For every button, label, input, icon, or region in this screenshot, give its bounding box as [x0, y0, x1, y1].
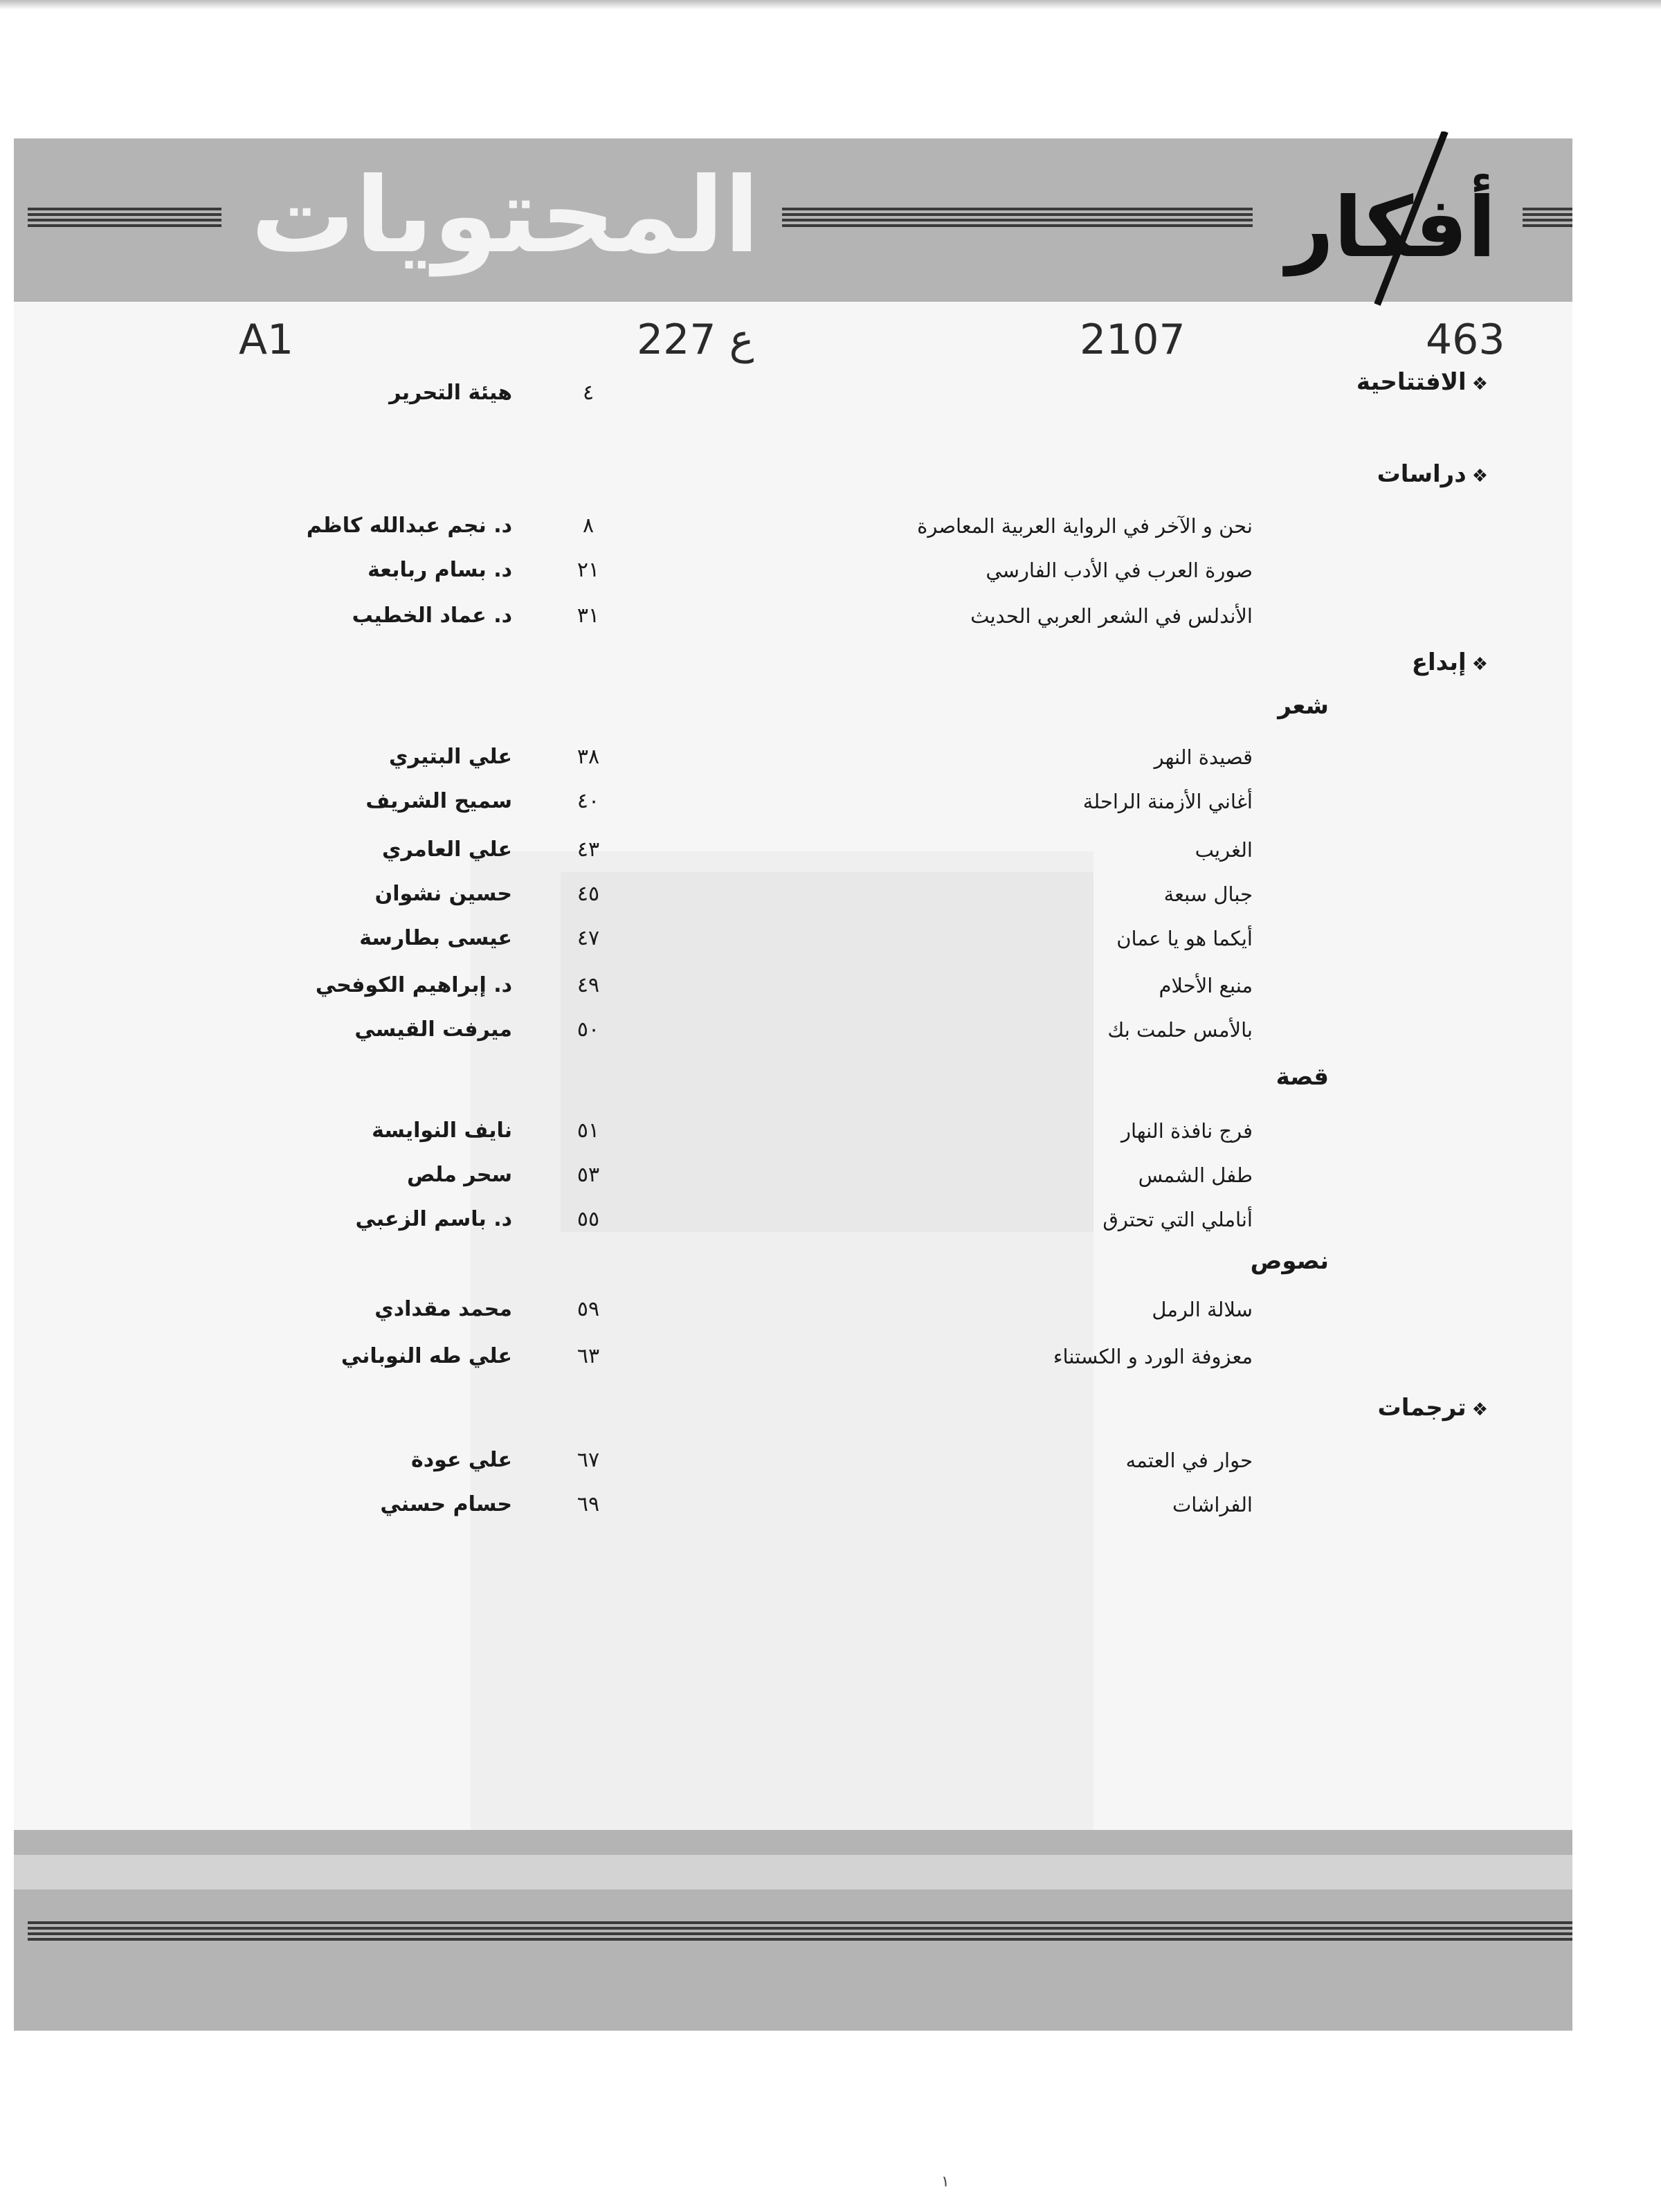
page-number: ٣١ [577, 604, 600, 628]
handwritten-note-c: 2107 [1080, 316, 1186, 364]
author-name: علي طه النوباني [341, 1344, 512, 1368]
author-name: د. بسام ربابعة [367, 558, 512, 582]
toc-entry [0, 505, 1661, 547]
toc-entry [0, 1484, 1661, 1525]
page-number: ٦٩ [577, 1492, 600, 1516]
entry-title: الأندلس في الشعر العربي الحديث [970, 604, 1253, 628]
toc-entry [0, 1154, 1661, 1196]
handwritten-note-a: A1 [239, 316, 294, 364]
entry-title: حوار في العتمه [1125, 1449, 1253, 1472]
entry-title: طفل الشمس [1138, 1163, 1253, 1187]
entry-title: معزوفة الورد و الكستناء [1053, 1345, 1253, 1368]
author-name: د. عماد الخطيب [352, 604, 512, 628]
footer-stripes [28, 1921, 1572, 1943]
entry-title: منبع الأحلام [1159, 974, 1253, 997]
author-name: محمد مقدادي [374, 1297, 512, 1321]
page-title: المحتويات [251, 156, 760, 276]
page-number: ٤٥ [577, 882, 600, 906]
author-name: علي العامري [381, 837, 512, 862]
toc-entry [0, 918, 1661, 959]
page-number: ٤٠ [577, 789, 600, 813]
entry-title: صورة العرب في الأدب الفارسي [986, 559, 1253, 582]
author-name: هيئة التحرير [389, 381, 512, 405]
page-number: ٢١ [577, 558, 600, 582]
subsection-heading: نصوص [1250, 1247, 1329, 1275]
page-number: ٤٧ [577, 926, 600, 950]
bullet-icon: ❖ [1471, 466, 1488, 487]
author-name: علي عودة [411, 1448, 512, 1472]
page-number: ٥٥ [577, 1207, 600, 1231]
page-number: ٤٩ [577, 973, 600, 997]
handwritten-note-b: 227 ع [637, 316, 754, 364]
page-number: ٨ [582, 514, 594, 538]
page-footer-number: ١ [941, 2173, 950, 2191]
author-name: ميرفت القيسي [354, 1017, 512, 1042]
entry-title: بالأمس حلمت بك [1107, 1018, 1253, 1042]
author-name: سحر ملص [407, 1163, 512, 1187]
toc-entry [0, 829, 1661, 871]
author-name: سميح الشريف [365, 789, 512, 813]
page-number: ٤٣ [577, 837, 600, 862]
author-name: د. باسم الزعبي [355, 1207, 512, 1231]
header-stripes-middle [782, 208, 1253, 230]
page-number: ٥٣ [577, 1163, 600, 1187]
toc-entry [0, 1199, 1661, 1240]
author-name: نايف النوايسة [372, 1118, 512, 1143]
entry-title: أناملي التي تحترق [1102, 1208, 1253, 1231]
toc-entry [0, 595, 1661, 637]
author-name: حسام حسني [380, 1492, 512, 1516]
toc-entry [0, 550, 1661, 591]
page-number: ٥١ [577, 1118, 600, 1143]
entry-title: الغريب [1195, 838, 1253, 862]
toc-entry [0, 736, 1661, 778]
author-name: د. نجم عبدالله كاظم [306, 514, 512, 538]
toc-entry [0, 1009, 1661, 1051]
magazine-logo [1273, 132, 1509, 311]
section-heading: ❖دراسات [1377, 460, 1488, 488]
header-stripes-right [1523, 208, 1572, 230]
page-number: ٥٩ [577, 1297, 600, 1321]
section-heading: ❖ترجمات [1377, 1394, 1488, 1422]
entry-title: أغاني الأزمنة الراحلة [1082, 790, 1253, 813]
subsection-heading: شعر [1278, 692, 1329, 720]
handwritten-note-d: 463 [1426, 316, 1505, 364]
bullet-icon: ❖ [1471, 1399, 1488, 1420]
subsection-heading: قصة [1276, 1063, 1329, 1091]
toc-entry [0, 965, 1661, 1006]
author-name: د. إبراهيم الكوفحي [315, 973, 512, 997]
page-number: ٥٠ [577, 1017, 600, 1042]
author-name: عيسى بطارسة [359, 926, 512, 950]
bullet-icon: ❖ [1471, 654, 1488, 675]
entry-title: فرج نافذة النهار [1120, 1119, 1253, 1143]
entry-title: أيكما هو يا عمان [1116, 927, 1253, 950]
section-heading: ❖إبداع [1411, 649, 1488, 676]
toc-entry [0, 1289, 1661, 1330]
toc-entry [0, 1110, 1661, 1152]
toc-entry [0, 1336, 1661, 1377]
toc-entry [0, 873, 1661, 915]
entry-title: الفراشات [1172, 1493, 1253, 1516]
entry-title: قصيدة النهر [1154, 745, 1253, 769]
page-number: ٣٨ [577, 745, 600, 769]
entry-title: جبال سبعة [1163, 882, 1253, 906]
toc-entry [0, 1440, 1661, 1481]
header-stripes-left [28, 208, 221, 230]
bullet-icon: ❖ [1471, 374, 1488, 395]
footer-highlight [14, 1855, 1572, 1889]
section-heading: ❖الافتتاحية [1356, 368, 1488, 396]
entry-title: سلالة الرمل [1152, 1298, 1253, 1321]
page-number: ٦٣ [577, 1344, 600, 1368]
page-number: ٦٧ [577, 1448, 600, 1472]
toc-entry [0, 781, 1661, 822]
page-number: ٤ [582, 381, 594, 405]
author-name: حسين نشوان [374, 882, 512, 906]
logo-text: أفكار [1286, 180, 1496, 276]
entry-title: نحن و الآخر في الرواية العربية المعاصرة [917, 514, 1253, 538]
toc-entry [0, 372, 1661, 414]
author-name: علي البتيري [389, 745, 512, 769]
scan-top-edge [0, 0, 1661, 10]
